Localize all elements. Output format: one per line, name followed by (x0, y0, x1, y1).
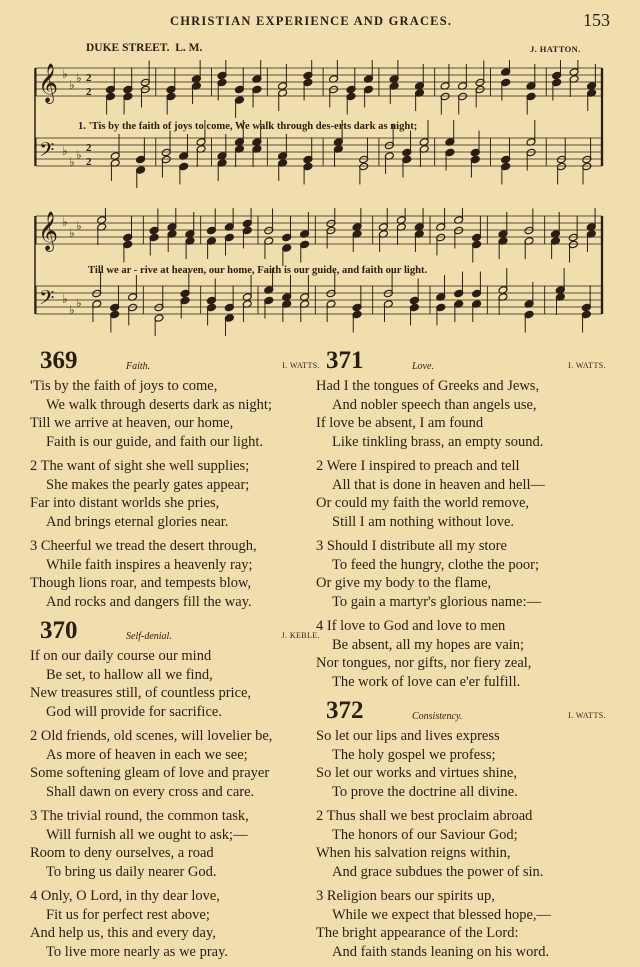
time-signature: 2 (86, 86, 92, 98)
verse-line: New treasures still, of countless price, (30, 685, 252, 701)
hymn-heading (316, 697, 606, 727)
bass-clef-icon: 𝄢 (39, 286, 55, 314)
stanza (316, 887, 606, 961)
tune-name: DUKE STREET. L. M. (86, 42, 203, 54)
stanza (316, 457, 606, 531)
verse-line: Though lions roar, and tempests blow, (30, 575, 252, 591)
stanza (316, 617, 606, 691)
verse-line: Room to deny ourselves, a road (30, 845, 214, 861)
stanza (316, 537, 606, 611)
verse-line: Like tinkling brass, an empty sound. (332, 433, 544, 450)
hymn-author: J. KEBLE. (281, 631, 320, 640)
flat-sign-icon: ♭ (62, 215, 68, 229)
verse-line: Nor tongues, nor gifts, nor fiery zeal, (316, 655, 532, 671)
verse-line: 'Tis by the faith of joys to come, (30, 378, 218, 394)
verse-line: 3 The trivial round, the common task, (30, 808, 249, 824)
verse-line: If on our daily course our mind (30, 648, 212, 664)
hymn-371 (316, 347, 606, 691)
flat-sign-icon: ♭ (69, 226, 75, 240)
verse-line: While we expect that blessed hope,— (332, 906, 552, 923)
hymn-number: 370 (40, 617, 78, 644)
treble-clef-icon: 𝄞 (38, 63, 59, 103)
verse-line: The work of love can e'er fulfill. (332, 673, 521, 690)
verse-line: To feed the hungry, clothe the poor; (332, 556, 540, 573)
verse-line: Still I am nothing without love. (332, 513, 515, 530)
stanza (316, 377, 606, 451)
hymn-heading (30, 347, 320, 377)
verse-line: Shall dawn on every cross and care. (46, 783, 255, 800)
flat-sign-icon: ♭ (62, 67, 68, 81)
verse-line: And faith stands leaning on his word. (332, 943, 550, 960)
stanza (316, 727, 606, 801)
treble-clef-icon: 𝄞 (38, 211, 59, 251)
verse-line: To live more nearly as we pray. (46, 943, 229, 960)
verse-line: And help us, this and every day, (30, 925, 216, 941)
verse-line: 3 Cheerful we tread the desert through, (30, 538, 257, 554)
stanza (30, 457, 320, 531)
verse-line: And grace subdues the power of sin. (332, 863, 544, 880)
verse-line: 3 Should I distribute all my store (316, 538, 507, 554)
flat-sign-icon: ♭ (69, 303, 75, 317)
verse-line: 2 The want of sight she well supplies; (30, 458, 250, 474)
verse-line: So let our lips and lives express (316, 728, 500, 744)
hymn-number: 369 (40, 347, 78, 374)
verse-line: Had I the tongues of Greeks and Jews, (316, 378, 540, 394)
lyric-line-2: Till we ar - rive at heaven, our home, Faith is our guide, and faith our light. (88, 265, 428, 276)
verse-line: The bright appearance of the Lord: (316, 925, 519, 941)
hymn-number: 372 (326, 697, 364, 724)
tune-composer: J. HATTON. (530, 44, 581, 54)
stanza (316, 807, 606, 881)
verse-line: The honors of our Saviour God; (332, 826, 518, 843)
verse-line: 2 Were I inspired to preach and tell (316, 458, 520, 474)
lyric-line-1: 1. 'Tis by the faith of joys to come, We walk through des-erts dark as night; (78, 121, 418, 132)
stanza (30, 887, 320, 961)
hymn-title: Self-denial. (126, 631, 172, 642)
verse-line: To gain a martyr's glorious name:— (332, 593, 541, 610)
verse-line: The holy gospel we profess; (332, 746, 496, 763)
verse-line: When his salvation reigns within, (316, 845, 511, 861)
verse-line: So let our works and virtues shine, (316, 765, 517, 781)
time-signature: 2 (86, 156, 92, 168)
stanza (30, 647, 320, 721)
flat-sign-icon: ♭ (76, 296, 82, 310)
flat-sign-icon: ♭ (76, 148, 82, 162)
hymn-author: I. WATTS. (568, 361, 606, 370)
verse-line: Some softening gleam of love and prayer (30, 765, 270, 781)
verse-line: 4 If love to God and love to men (316, 618, 506, 634)
stanza (30, 807, 320, 881)
bass-clef-icon: 𝄢 (39, 138, 55, 166)
verse-line: 2 Thus shall we best proclaim abroad (316, 808, 533, 824)
verse-line: And nobler speech than angels use, (332, 396, 537, 413)
verse-line: Be absent, all my hopes are vain; (332, 636, 525, 653)
verse-line: We walk through deserts dark as night; (46, 396, 272, 413)
hymn-heading (30, 617, 320, 647)
time-signature: 2 (86, 142, 92, 154)
verse-line: And rocks and dangers fill the way. (46, 593, 252, 610)
stanza (30, 727, 320, 801)
verse-line: All that is done in heaven and hell— (332, 476, 546, 493)
hymn-370 (30, 617, 320, 961)
verse-line: God will provide for sacrifice. (46, 703, 222, 720)
verse-line: To prove the doctrine all divine. (332, 783, 518, 800)
time-signature: 2 (86, 72, 92, 84)
hymn-author: I. WATTS. (568, 711, 606, 720)
hymn-number: 371 (326, 347, 364, 374)
verse-line: And brings eternal glories near. (46, 513, 229, 530)
tune-heading (0, 42, 640, 58)
hymn-title: Faith. (126, 361, 151, 372)
verse-line: She makes the pearly gates appear; (46, 476, 250, 493)
verse-line: As more of heaven in each we see; (46, 746, 248, 763)
verse-line: Or give my body to the flame, (316, 575, 492, 591)
hymn-author: I. WATTS. (282, 361, 320, 370)
left-column (30, 347, 320, 967)
verse-line: 2 Old friends, old scenes, will lovelier be, (30, 728, 273, 744)
flat-sign-icon: ♭ (76, 71, 82, 85)
verse-line: Or could my faith the world remove, (316, 495, 530, 511)
hymn-372 (316, 697, 606, 961)
page-header (0, 10, 640, 34)
verse-line: Far into distant worlds she pries, (30, 495, 220, 511)
stanza (30, 537, 320, 611)
running-title: CHRISTIAN EXPERIENCE AND GRACES. (170, 14, 453, 28)
verse-line: Fit us for perfect rest above; (46, 906, 210, 923)
flat-sign-icon: ♭ (62, 292, 68, 306)
verse-line: Will furnish all we ought to ask;— (46, 826, 248, 843)
hymn-369 (30, 347, 320, 611)
verse-line: If love be absent, I am found (316, 415, 484, 431)
flat-sign-icon: ♭ (69, 155, 75, 169)
verse-line: Till we arrive at heaven, our home, (30, 415, 234, 431)
page-number: 153 (583, 10, 610, 30)
stanza (30, 377, 320, 451)
verse-line: Faith is our guide, and faith our light. (46, 433, 264, 450)
verse-line: While faith inspires a heavenly ray; (46, 556, 253, 573)
hymn-title: Love. (412, 361, 434, 372)
flat-sign-icon: ♭ (76, 219, 82, 233)
right-column (316, 347, 606, 967)
hymn-title: Consistency. (412, 711, 463, 722)
verse-line: Be set, to hallow all we find, (46, 666, 213, 683)
hymn-heading (316, 347, 606, 377)
flat-sign-icon: ♭ (69, 78, 75, 92)
verse-line: 3 Religion bears our spirits up, (316, 888, 495, 904)
verse-line: To bring us daily nearer God. (46, 863, 217, 880)
flat-sign-icon: ♭ (62, 144, 68, 158)
verse-line: 4 Only, O Lord, in thy dear love, (30, 888, 220, 904)
